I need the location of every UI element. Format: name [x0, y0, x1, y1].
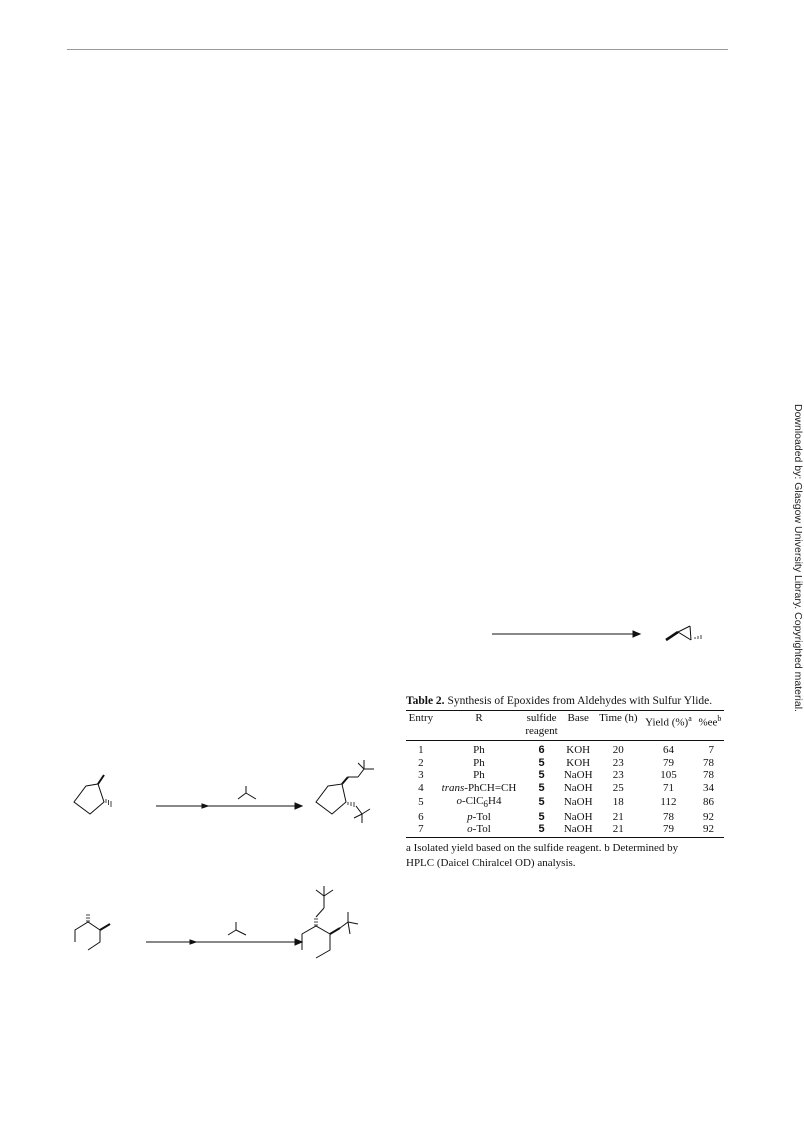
- cell-entry: 5: [418, 796, 424, 809]
- substituent-bond: [342, 777, 348, 784]
- cell-time: 23: [612, 769, 624, 782]
- cell-ee: 78: [703, 756, 714, 769]
- table-row: [406, 782, 724, 795]
- cell-ee: 7: [708, 744, 714, 756]
- header-base: Base: [567, 712, 589, 724]
- r-rest: H4: [488, 794, 502, 807]
- r-subscript: 6: [483, 799, 488, 809]
- cell-yield: 105: [660, 769, 677, 782]
- table-row: [406, 811, 724, 824]
- table-title: Synthesis of Epoxides from Aldehydes with Sulfur Ylide.: [447, 695, 713, 707]
- cell-entry: 4: [418, 782, 424, 795]
- r-main: -ClC: [462, 794, 484, 807]
- substituent-bond-hashed: [348, 802, 354, 807]
- header-sulfide-reagent: [522, 711, 561, 741]
- r-main: Ph: [473, 756, 485, 769]
- cell-base: NaOH: [563, 823, 593, 836]
- reaction-arrow-head: [633, 631, 640, 637]
- cell-time: 18: [612, 796, 624, 809]
- table-row: [406, 769, 724, 782]
- cell-ee: 78: [703, 769, 714, 782]
- footnote-marker-a: a: [688, 714, 692, 723]
- cell-r: [436, 757, 522, 770]
- table-2: [406, 695, 724, 871]
- footnote-marker-b: b: [717, 714, 722, 723]
- cell-time: 23: [612, 756, 624, 769]
- cell-r: [436, 795, 522, 811]
- methyl-bond: [98, 775, 104, 784]
- reaction-scheme-epoxide: [488, 620, 718, 650]
- table-row: [406, 741, 724, 757]
- cyclohexane-ring-product: [302, 926, 330, 958]
- cell-time: 25: [612, 782, 624, 795]
- cell-yield: 79: [662, 756, 674, 769]
- epoxide-synthesis-table: [406, 710, 724, 838]
- tert-butyl-group-upper: [316, 886, 333, 917]
- cell-yield: 71: [662, 782, 674, 795]
- cell-ee: 86: [703, 796, 714, 809]
- cell-reagent: 6: [538, 744, 545, 756]
- product-bond-hashed: [695, 635, 701, 639]
- header-sulfide-line2: reagent: [525, 725, 558, 737]
- cell-yield: 64: [662, 744, 674, 756]
- header-entry: Entry: [408, 712, 434, 724]
- cell-r: [436, 741, 522, 757]
- substituent-bond: [330, 928, 340, 934]
- header-rule: [67, 49, 728, 50]
- cell-ee: 92: [703, 823, 714, 836]
- cell-r: [436, 782, 522, 795]
- cell-ee: 34: [703, 782, 714, 795]
- cell-reagent: 5: [538, 756, 545, 769]
- cyclopentane-ring-start: [74, 784, 104, 814]
- cell-base: KOH: [566, 744, 591, 756]
- cell-entry: 2: [418, 756, 424, 769]
- r-main: -PhCH=CH: [464, 782, 517, 795]
- cell-yield: 78: [662, 810, 674, 823]
- header-ee: $\%ee^b$: [698, 714, 722, 729]
- table-row: [406, 823, 724, 837]
- product-bond-wedge: [666, 632, 678, 640]
- cell-time: 20: [612, 744, 624, 756]
- methyl-bond-hashed: [86, 915, 90, 921]
- cell-time: 21: [612, 810, 624, 823]
- footnote-line-2: HPLC (Daicel Chiralcel OD) analysis.: [406, 857, 576, 870]
- header-yield: Yield (%)$^a$: [645, 714, 692, 729]
- r-main: Ph: [473, 744, 485, 756]
- substituent-bond-hashed: [314, 919, 318, 925]
- tert-butyl-group-lower: [354, 806, 370, 823]
- table-label: Table 2.: [406, 695, 445, 707]
- header-r: R: [475, 712, 483, 724]
- table-footnote: [406, 841, 724, 871]
- product-bond: [690, 626, 691, 640]
- cell-reagent: 5: [538, 823, 545, 836]
- tert-butyl-reagent: [238, 786, 256, 799]
- r-prefix: o: [467, 823, 473, 836]
- cell-base: NaOH: [563, 810, 593, 823]
- header-time: Time (h): [599, 712, 638, 724]
- r-main: Ph: [473, 769, 485, 782]
- reaction-scheme-cyclopentane: [68, 760, 388, 840]
- methyl-bond: [100, 924, 110, 930]
- r-prefix: p: [467, 810, 473, 823]
- cell-reagent: 5: [538, 769, 545, 782]
- product-bond: [678, 626, 690, 632]
- download-notice: Downloaded by: Glasgow University Library. Copyrighted material.: [792, 404, 804, 712]
- tert-butyl-reagent: [228, 922, 246, 935]
- methyl-bond-hashed: [106, 799, 111, 807]
- cell-base: NaOH: [563, 782, 593, 795]
- reaction-arrow-head: [295, 939, 302, 945]
- table-caption: [406, 695, 724, 707]
- table-header-row: [406, 711, 724, 741]
- cell-reagent: 5: [538, 782, 545, 795]
- cell-r: [436, 769, 522, 782]
- cell-r: [436, 811, 522, 824]
- tert-butyl-group-lower: [340, 912, 358, 934]
- r-prefix: trans: [441, 782, 465, 795]
- cell-reagent: 5: [538, 796, 545, 809]
- cell-base: NaOH: [563, 769, 593, 782]
- cyclohexane-ring-start: [75, 922, 100, 950]
- reaction-arrow-mid-mark: [202, 804, 208, 808]
- r-main: -Tol: [472, 823, 491, 836]
- footnote-line-1: a Isolated yield based on the sulfide reagent. b Determined by: [406, 842, 679, 855]
- reaction-arrow-mid-mark: [190, 940, 196, 944]
- reaction-arrow-head: [295, 803, 302, 809]
- product-bond: [678, 632, 691, 640]
- table-body: [406, 741, 724, 838]
- cell-base: NaOH: [563, 796, 593, 809]
- cell-entry: 3: [418, 769, 424, 782]
- cell-yield: 79: [662, 823, 674, 836]
- r-prefix: o: [456, 794, 463, 807]
- cell-entry: 7: [418, 823, 424, 836]
- cell-ee: 92: [703, 810, 714, 823]
- cell-base: KOH: [566, 756, 591, 769]
- table-row: [406, 757, 724, 770]
- cell-entry: 1: [418, 744, 424, 756]
- cell-yield: 112: [660, 796, 677, 809]
- tert-butyl-group-upper: [348, 760, 374, 777]
- cell-entry: 6: [418, 810, 424, 823]
- cell-reagent: 5: [538, 810, 545, 823]
- cell-time: 21: [612, 823, 624, 836]
- header-sulfide-line1: sulfide: [526, 712, 557, 724]
- table-row: [406, 795, 724, 811]
- cell-r: [436, 823, 522, 837]
- reaction-scheme-cyclohexane: [66, 884, 376, 964]
- r-main: -Tol: [472, 810, 491, 823]
- cyclopentane-ring-product: [316, 784, 346, 814]
